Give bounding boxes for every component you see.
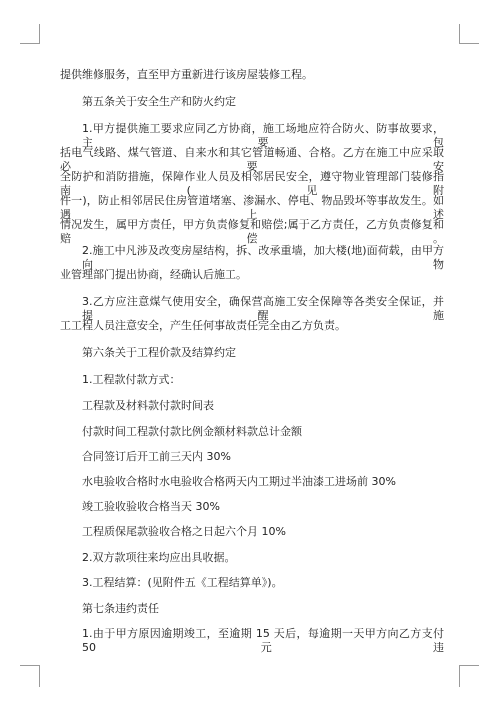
paragraph-line: 2.双方款项往来均应出具收据。 — [82, 551, 236, 564]
paragraph-line: 3.乙方应注意煤气使用安全，确保营高施工安全保障等各类安全保证，并提醒施 — [82, 295, 444, 322]
section-heading: 第七条违约责任 — [82, 602, 159, 615]
section-heading: 第五条关于安全生产和防火约定 — [82, 95, 236, 108]
crop-mark-bottom-right — [459, 665, 479, 666]
crop-mark-top-right — [459, 43, 479, 44]
paragraph-line: 业管理部门提出协商，经确认后施工。 — [60, 268, 247, 281]
paragraph-line: 2.施工中凡涉及改变房屋结构，拆、改承重墙，加大楼(地)面荷载，由甲方向物 — [82, 244, 444, 271]
paragraph-line: 括电气线路、煤气管道、自来水和其它管道畅通、合格。乙方在施工中应采取必要安 — [60, 146, 444, 173]
crop-mark-bottom-right — [459, 665, 460, 687]
crop-mark-top-right — [459, 24, 460, 44]
crop-mark-top-left — [20, 43, 40, 44]
paragraph-line: 1.甲方提供施工要求应同乙方协商，施工场地应符合防火、防事故要求，主要包 — [82, 122, 444, 149]
paragraph-line: 全防护和消防措施，保障作业人员及相邻居民安全，遵守物业管理部门装修指南(见附 — [60, 170, 444, 197]
crop-mark-bottom-left — [20, 665, 40, 666]
crop-mark-top-left — [39, 24, 40, 44]
paragraph-line: 3.工程结算：(见附件五《工程结算单》)。 — [82, 576, 283, 589]
paragraph-line: 付款时间工程款付款比例金额材料款总计金额 — [82, 425, 302, 438]
paragraph-line: 水电验收合格时水电验收合格两天内工期过半油漆工进场前 30% — [82, 475, 396, 488]
paragraph-line: 情况发生，属甲方责任，甲方负责修复和赔偿;属于乙方责任，乙方负责修复和赔偿。 — [60, 218, 444, 245]
paragraph-line: 提供维修服务，直至甲方重新进行该房屋装修工程。 — [60, 68, 313, 81]
paragraph-line: 工程质保尾款验收合格之日起六个月 10% — [82, 525, 286, 538]
paragraph-line: 工程款及材料款付款时间表 — [82, 399, 214, 412]
paragraph-line: 竣工验收验收合格当天 30% — [82, 500, 220, 513]
paragraph-line: 件一)，防止相邻居民住房管道堵塞、渗漏水、停电、物品毁坏等事故发生。如遇上述 — [60, 194, 444, 221]
crop-mark-bottom-left — [39, 665, 40, 687]
paragraph-line: 1.工程款付款方式： — [82, 373, 181, 386]
paragraph-line: 工工程人员注意安全，产生任何事故责任完全由乙方负责。 — [60, 319, 346, 332]
paragraph-line: 1.由于甲方原因逾期竣工，至逾期 15 天后，每逾期一天甲方向乙方支付 50 元违 — [82, 627, 444, 654]
section-heading: 第六条关于工程价款及结算约定 — [82, 346, 236, 359]
paragraph-line: 合同签订后开工前三天内 30% — [82, 450, 231, 463]
